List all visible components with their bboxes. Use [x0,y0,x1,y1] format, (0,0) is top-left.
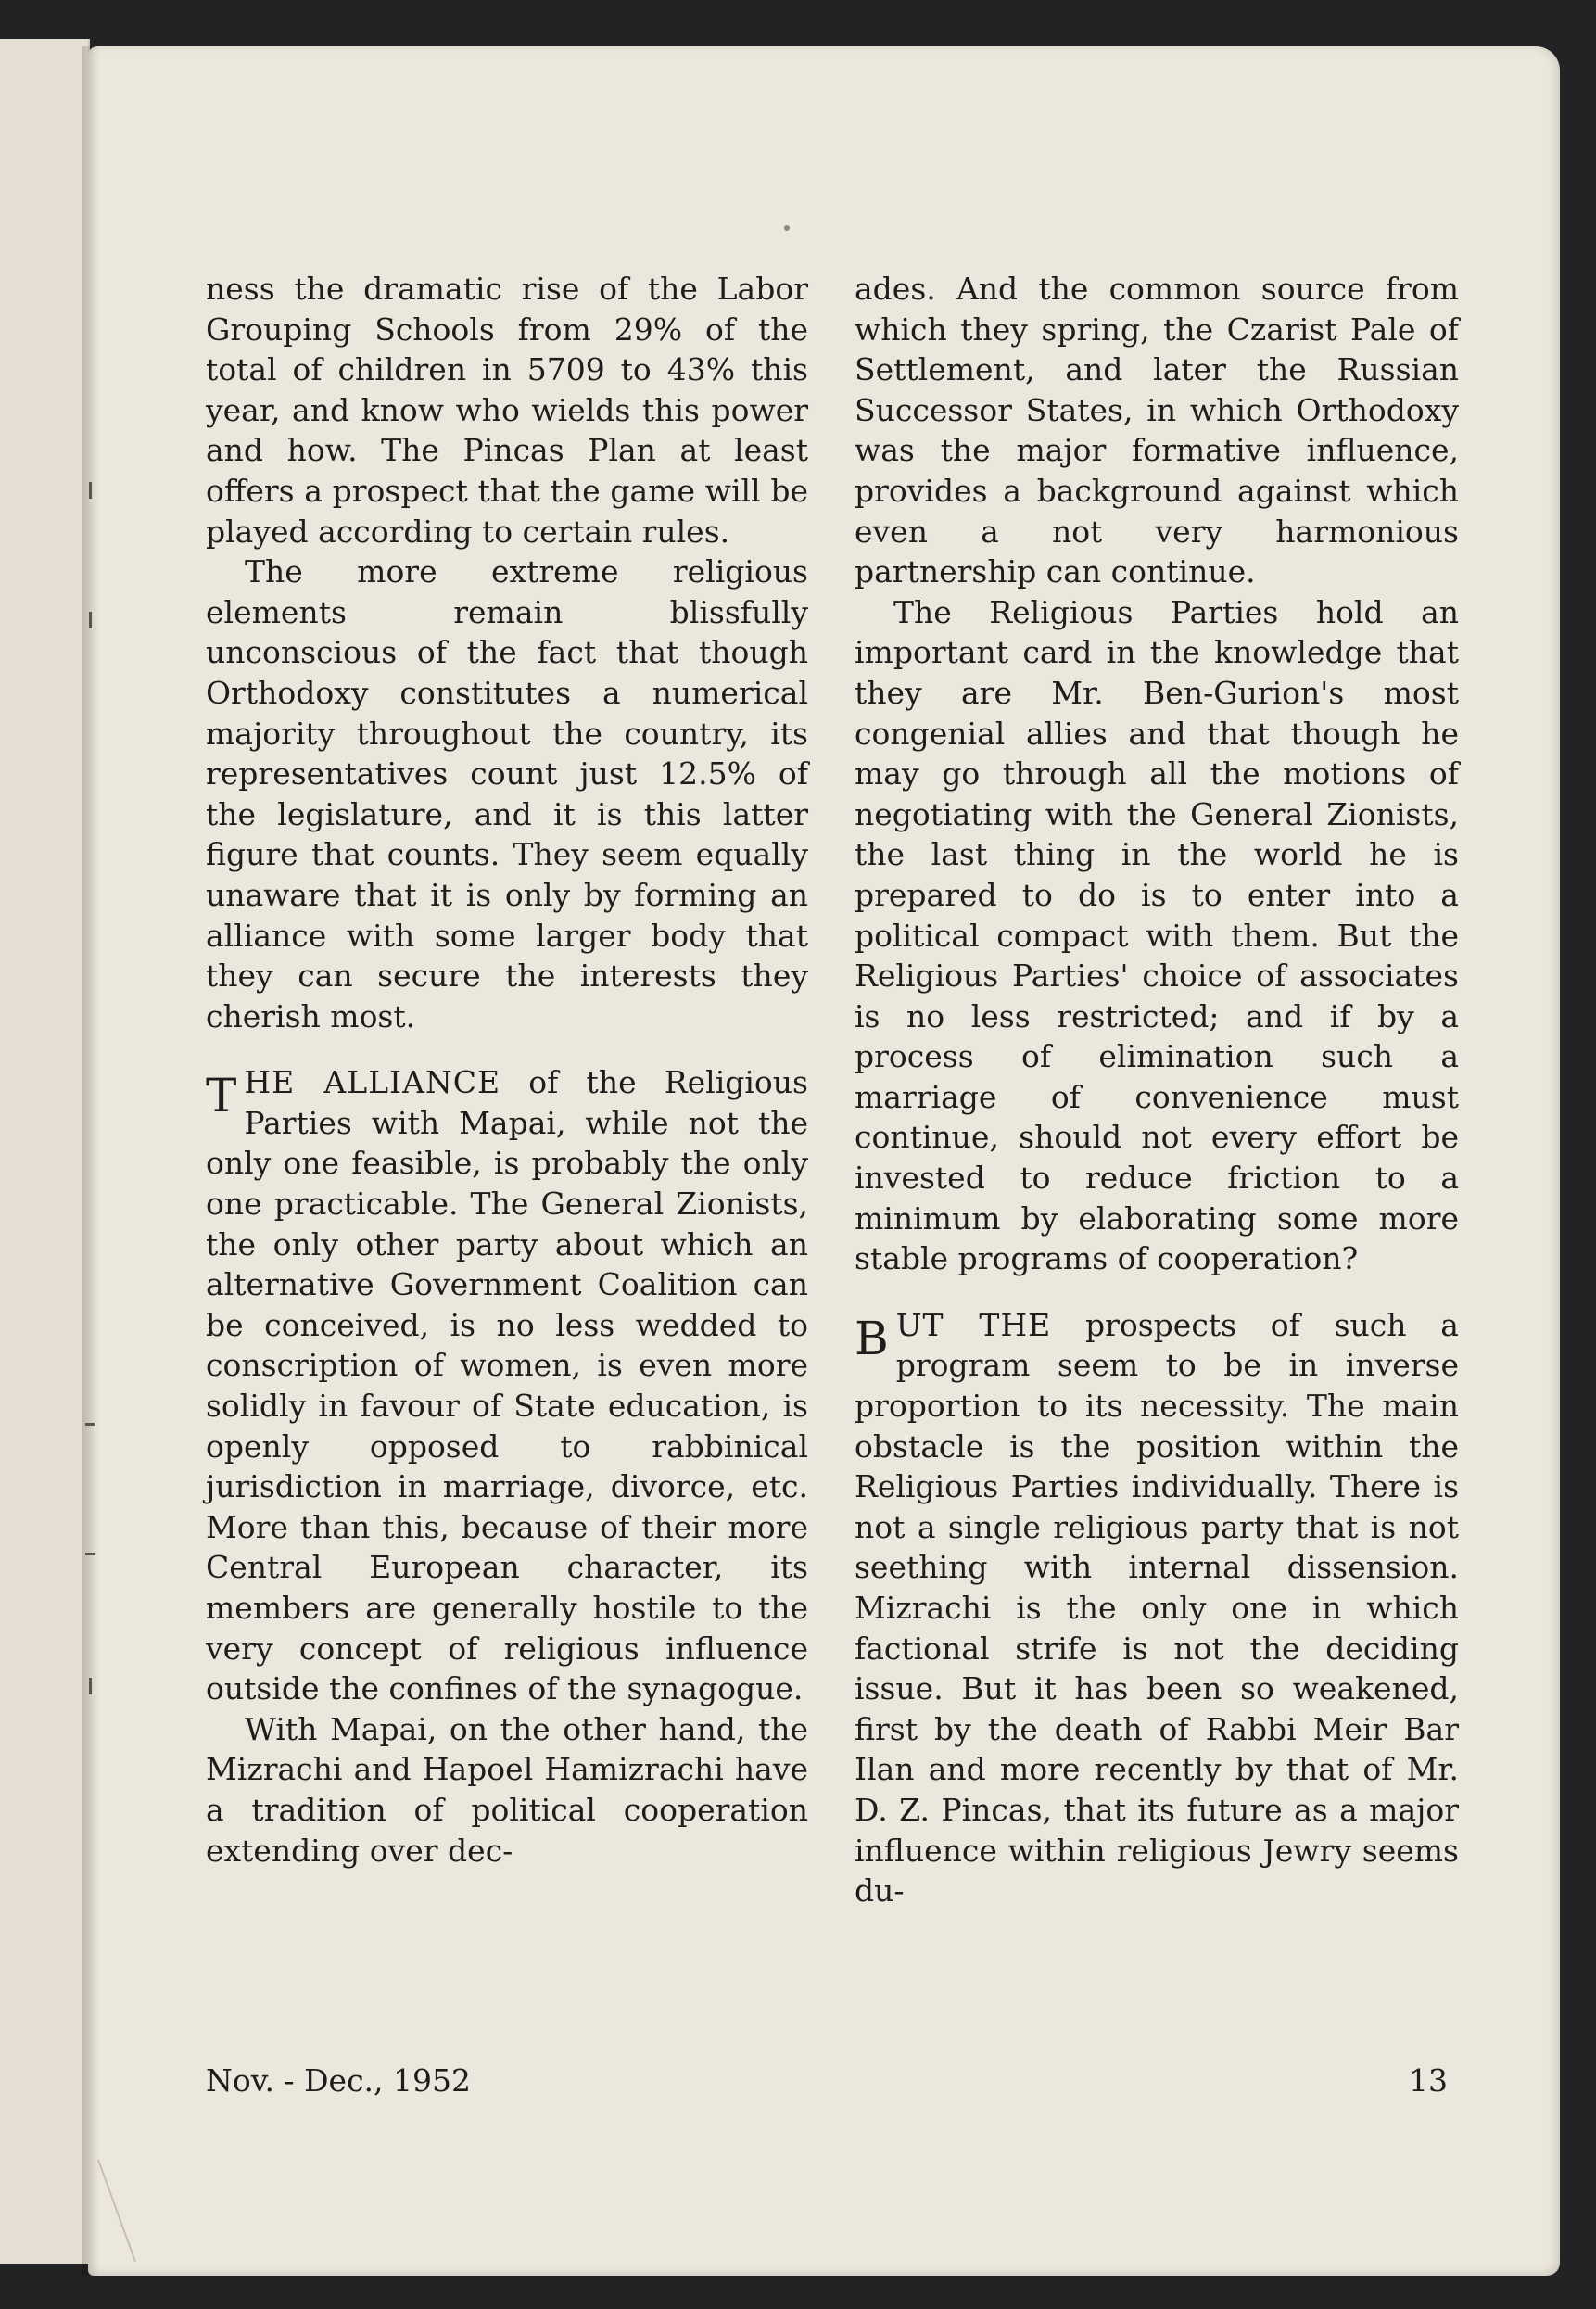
page-number: 13 [1409,2062,1448,2099]
paragraph: The Religious Parties hold an important card in the knowledge that they are Mr. Ben-Gurion's most congenial allies and that though he may go through all the motions of negotiating with the General Zionists, the last thing in the world he is prepared to do is to enter into a political compact with them. But the Religious Parties' choice of associates is no less restricted; and if by a process of elimination such a marriage of convenience must continue, should not every effort be invested to reduce friction to a minimum by elaborating some more stable programs of cooperation? [855,593,1459,1277]
paragraph-text: of the Religious Parties with Mapai, while not the only one feasible, is probably the only one practicable. The General Zionists, the only other party about which an alternative Government Coalition can be conceived, is no less wedded to conscription of women, is even more solidly in favour of State education, is openly opposed to rabbinical jurisdiction in marriage, divorce, etc. More than this, because of their more Central European character, its members are generally hostile to the very concept of religious influence outside the confines of the synagogue. [206,1064,808,1707]
paragraph: The more extreme religious elements remain blissfully unconscious of the fact that though Orthodoxy constitutes a numerical majority throughout the country, its representatives count just 12.5% of the legislature, and it is this latter figure that counts. They seem equally unaware that it is only by forming an alliance with some larger body that they can secure the interests they cherish most. [206,553,808,1034]
right-column [855,269,1459,1911]
small-caps-lead: UT THE [895,1306,1052,1343]
paragraph: With Mapai, on the other hand, the Mizrachi and Hapoel Hamizrachi have a tradition of political cooperation extending over dec- [206,1710,808,1869]
margin-mark [89,1678,92,1694]
small-caps-lead: HE ALLIANCE [244,1064,501,1101]
left-column [206,269,808,1871]
margin-mark [89,482,92,499]
drop-cap: B [855,1311,889,1365]
drop-cap: T [206,1069,237,1123]
paragraph: ness the dramatic rise of the Labor Grouping Schools from 29% of the total of children in 5709 to 43% this year, and know who wields this power and how. The Pincas Plan at least offers a prospect that the game will be played according to certain rules. [206,271,808,550]
margin-mark [85,1423,95,1426]
margin-mark [85,1553,95,1555]
paragraph-text: prospects of such a program seem to be in inverse proportion to its necessity. The main obstacle is the position within the Religious Parties individually. There is not a single religious party that is not seething with internal dissension. Mizrachi is the only one in which factional strife is not the deciding issue. But it has been so weakened, first by the death of Rabbi Meir Bar Ilan and more recently by that of Mr. D. Z. Pincas, that its future as a major influence within religious Jewry seems du- [855,1306,1459,1909]
facing-page-edge [0,39,90,2264]
speck [784,225,790,231]
margin-mark [89,612,92,628]
section-opening-paragraph [855,1305,1459,1911]
section-opening-paragraph [206,1062,808,1709]
issue-date: Nov. - Dec., 1952 [206,2062,472,2099]
paragraph: ades. And the common source from which they spring, the Czarist Pale of Settlement, and later the Russian Successor States, in which Orthodoxy was the major formative influence, provides a background against which even a not very harmonious partnership can continue. [855,271,1459,590]
gutter-shadow [82,46,100,2276]
